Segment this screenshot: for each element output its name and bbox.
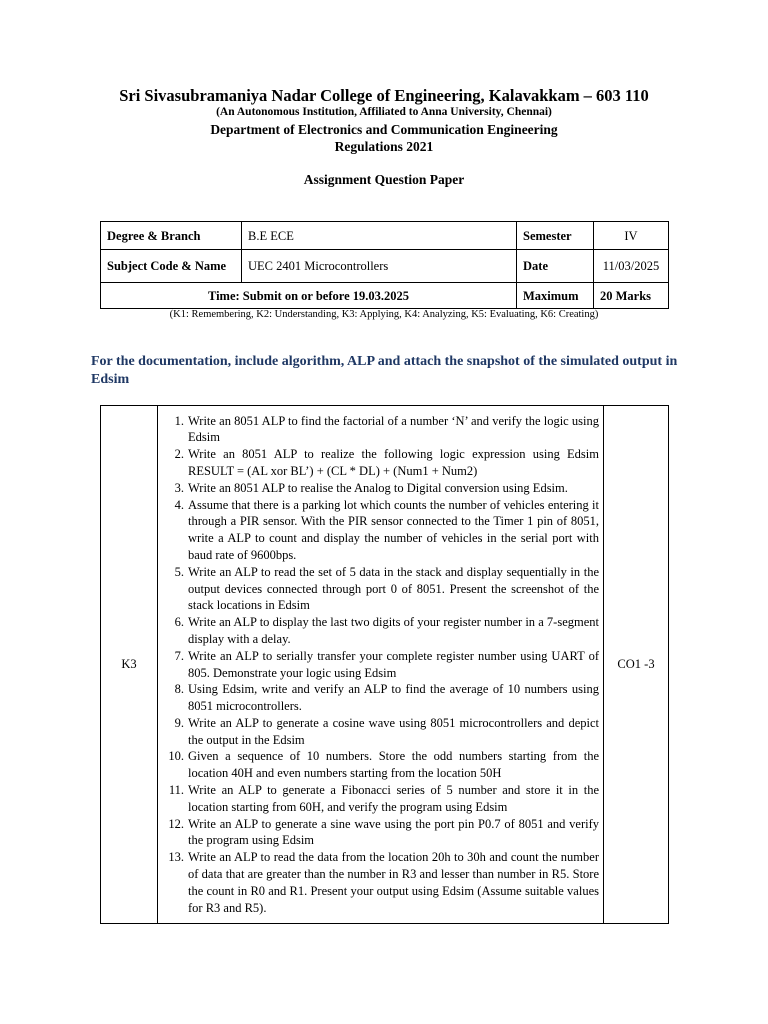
- question-number: 5.: [174, 564, 184, 579]
- question-number: 1.: [174, 413, 184, 428]
- question-item: [160, 413, 599, 447]
- question-item: [160, 715, 599, 749]
- semester-value: IV: [594, 222, 669, 250]
- question-text: Write an ALP to generate a cosine wave using 8051 microcontrollers and depict the output in the Edsim: [188, 715, 599, 747]
- question-text: Write an ALP to display the last two digits of your register number in a 7-segment display with a delay.: [188, 615, 599, 646]
- time-text: Time: Submit on or before 19.03.2025: [101, 283, 517, 309]
- question-item: [160, 564, 599, 614]
- question-number: 4.: [174, 497, 184, 512]
- question-item: [160, 748, 599, 782]
- question-text: Write an ALP to serially transfer your complete register number using UART of 805. Demonstrate your logic using Edsim: [188, 648, 599, 680]
- question-item: [160, 446, 599, 480]
- question-number: 6.: [174, 615, 184, 630]
- question-number: 2.: [174, 447, 184, 462]
- question-text: Write an ALP to read the data from the location 20h to 30h and count the number of data that are greater than the number in R3 and lesser than number in R5. Store the count in R0 and R1. Present your output using Edsim (Assume suitable values for R3 and R5).: [188, 850, 599, 915]
- maximum-label: Maximum: [517, 283, 594, 309]
- question-text: Given a sequence of 10 numbers. Store the odd numbers starting from the location 40H and even numbers starting from the location 50H: [188, 749, 599, 781]
- question-number: 13.: [168, 850, 184, 865]
- degree-value: B.E ECE: [242, 222, 517, 250]
- question-item: [160, 480, 599, 497]
- question-list: [160, 413, 599, 917]
- course-outcome-cell: CO1 -3: [604, 406, 669, 924]
- info-row-subject: [101, 250, 669, 283]
- question-item: [160, 681, 599, 715]
- question-text: Write an 8051 ALP to realise the Analog to Digital conversion using Edsim.: [188, 480, 568, 495]
- maximum-value: 20 Marks: [594, 283, 669, 309]
- question-number: 7.: [174, 648, 184, 663]
- questions-row: [101, 406, 669, 924]
- question-text: Write an ALP to generate a sine wave using the port pin P0.7 of 8051 and verify the program using Edsim: [188, 816, 599, 848]
- subject-label: Subject Code & Name: [101, 250, 242, 283]
- regulations-line: Regulations 2021: [334, 139, 434, 154]
- info-row-degree: [101, 222, 669, 250]
- question-item: [160, 849, 599, 916]
- question-item: [160, 816, 599, 850]
- subject-value: UEC 2401 Microcontrollers: [242, 250, 517, 283]
- date-label: Date: [517, 250, 594, 283]
- question-item: [160, 782, 599, 816]
- questions-table: [100, 405, 669, 924]
- instruction-text: For the documentation, include algorithm, ALP and attach the snapshot of the simulated output in Edsim: [91, 354, 678, 387]
- question-text: Assume that there is a parking lot which counts the number of vehicles entering it through a PIR sensor. With the PIR sensor connected to the Timer 1 pin of 8051, write a ALP to count and display the number of vehicles in the serial port with baud rate of 9600bps.: [188, 497, 599, 562]
- question-text: Using Edsim, write and verify an ALP to find the average of 10 numbers using 8051 microcontrollers.: [188, 682, 599, 714]
- question-number: 3.: [174, 480, 184, 495]
- question-number: 10.: [168, 749, 184, 764]
- date-value: 11/03/2025: [594, 250, 669, 283]
- affiliation-line: (An Autonomous Institution, Affiliated to Anna University, Chennai): [216, 106, 552, 118]
- question-text: Write an 8051 ALP to realize the following logic expression using Edsim RESULT = (AL xor BL’) + (CL * DL) + (Num1 + Num2): [188, 447, 599, 478]
- k-levels-note: (K1: Remembering, K2: Understanding, K3: Applying, K4: Analyzing, K5: Evaluating, K6: Creating): [169, 309, 599, 320]
- college-name: Sri Sivasubramaniya Nadar College of Engineering, Kalavakkam – 603 110: [119, 86, 649, 105]
- semester-label: Semester: [517, 222, 594, 250]
- question-item: [160, 614, 599, 648]
- question-number: 8.: [174, 682, 184, 697]
- question-text: Write an ALP to read the set of 5 data in the stack and display sequentially in the output devices connected through port 0 of 8051. Present the screenshot of the stack locations in Edsim: [188, 564, 599, 613]
- question-number: 9.: [174, 715, 184, 730]
- question-text: Write an 8051 ALP to find the factorial of a number ‘N’ and verify the logic using Edsim: [188, 413, 599, 445]
- question-text: Write an ALP to generate a Fibonacci series of 5 number and store it in the location starting from 60H, and verify the program using Edsim: [188, 783, 599, 814]
- question-number: 11.: [168, 783, 184, 798]
- question-number: 12.: [168, 816, 184, 831]
- question-item: [160, 497, 599, 564]
- question-item: [160, 648, 599, 682]
- paper-title: Assignment Question Paper: [303, 172, 465, 187]
- department-name: Department of Electronics and Communication Engineering: [210, 122, 558, 137]
- degree-label: Degree & Branch: [101, 222, 242, 250]
- info-table: [100, 221, 669, 309]
- info-row-time: [101, 283, 669, 309]
- questions-cell: [158, 406, 604, 924]
- knowledge-level-cell: K3: [101, 406, 158, 924]
